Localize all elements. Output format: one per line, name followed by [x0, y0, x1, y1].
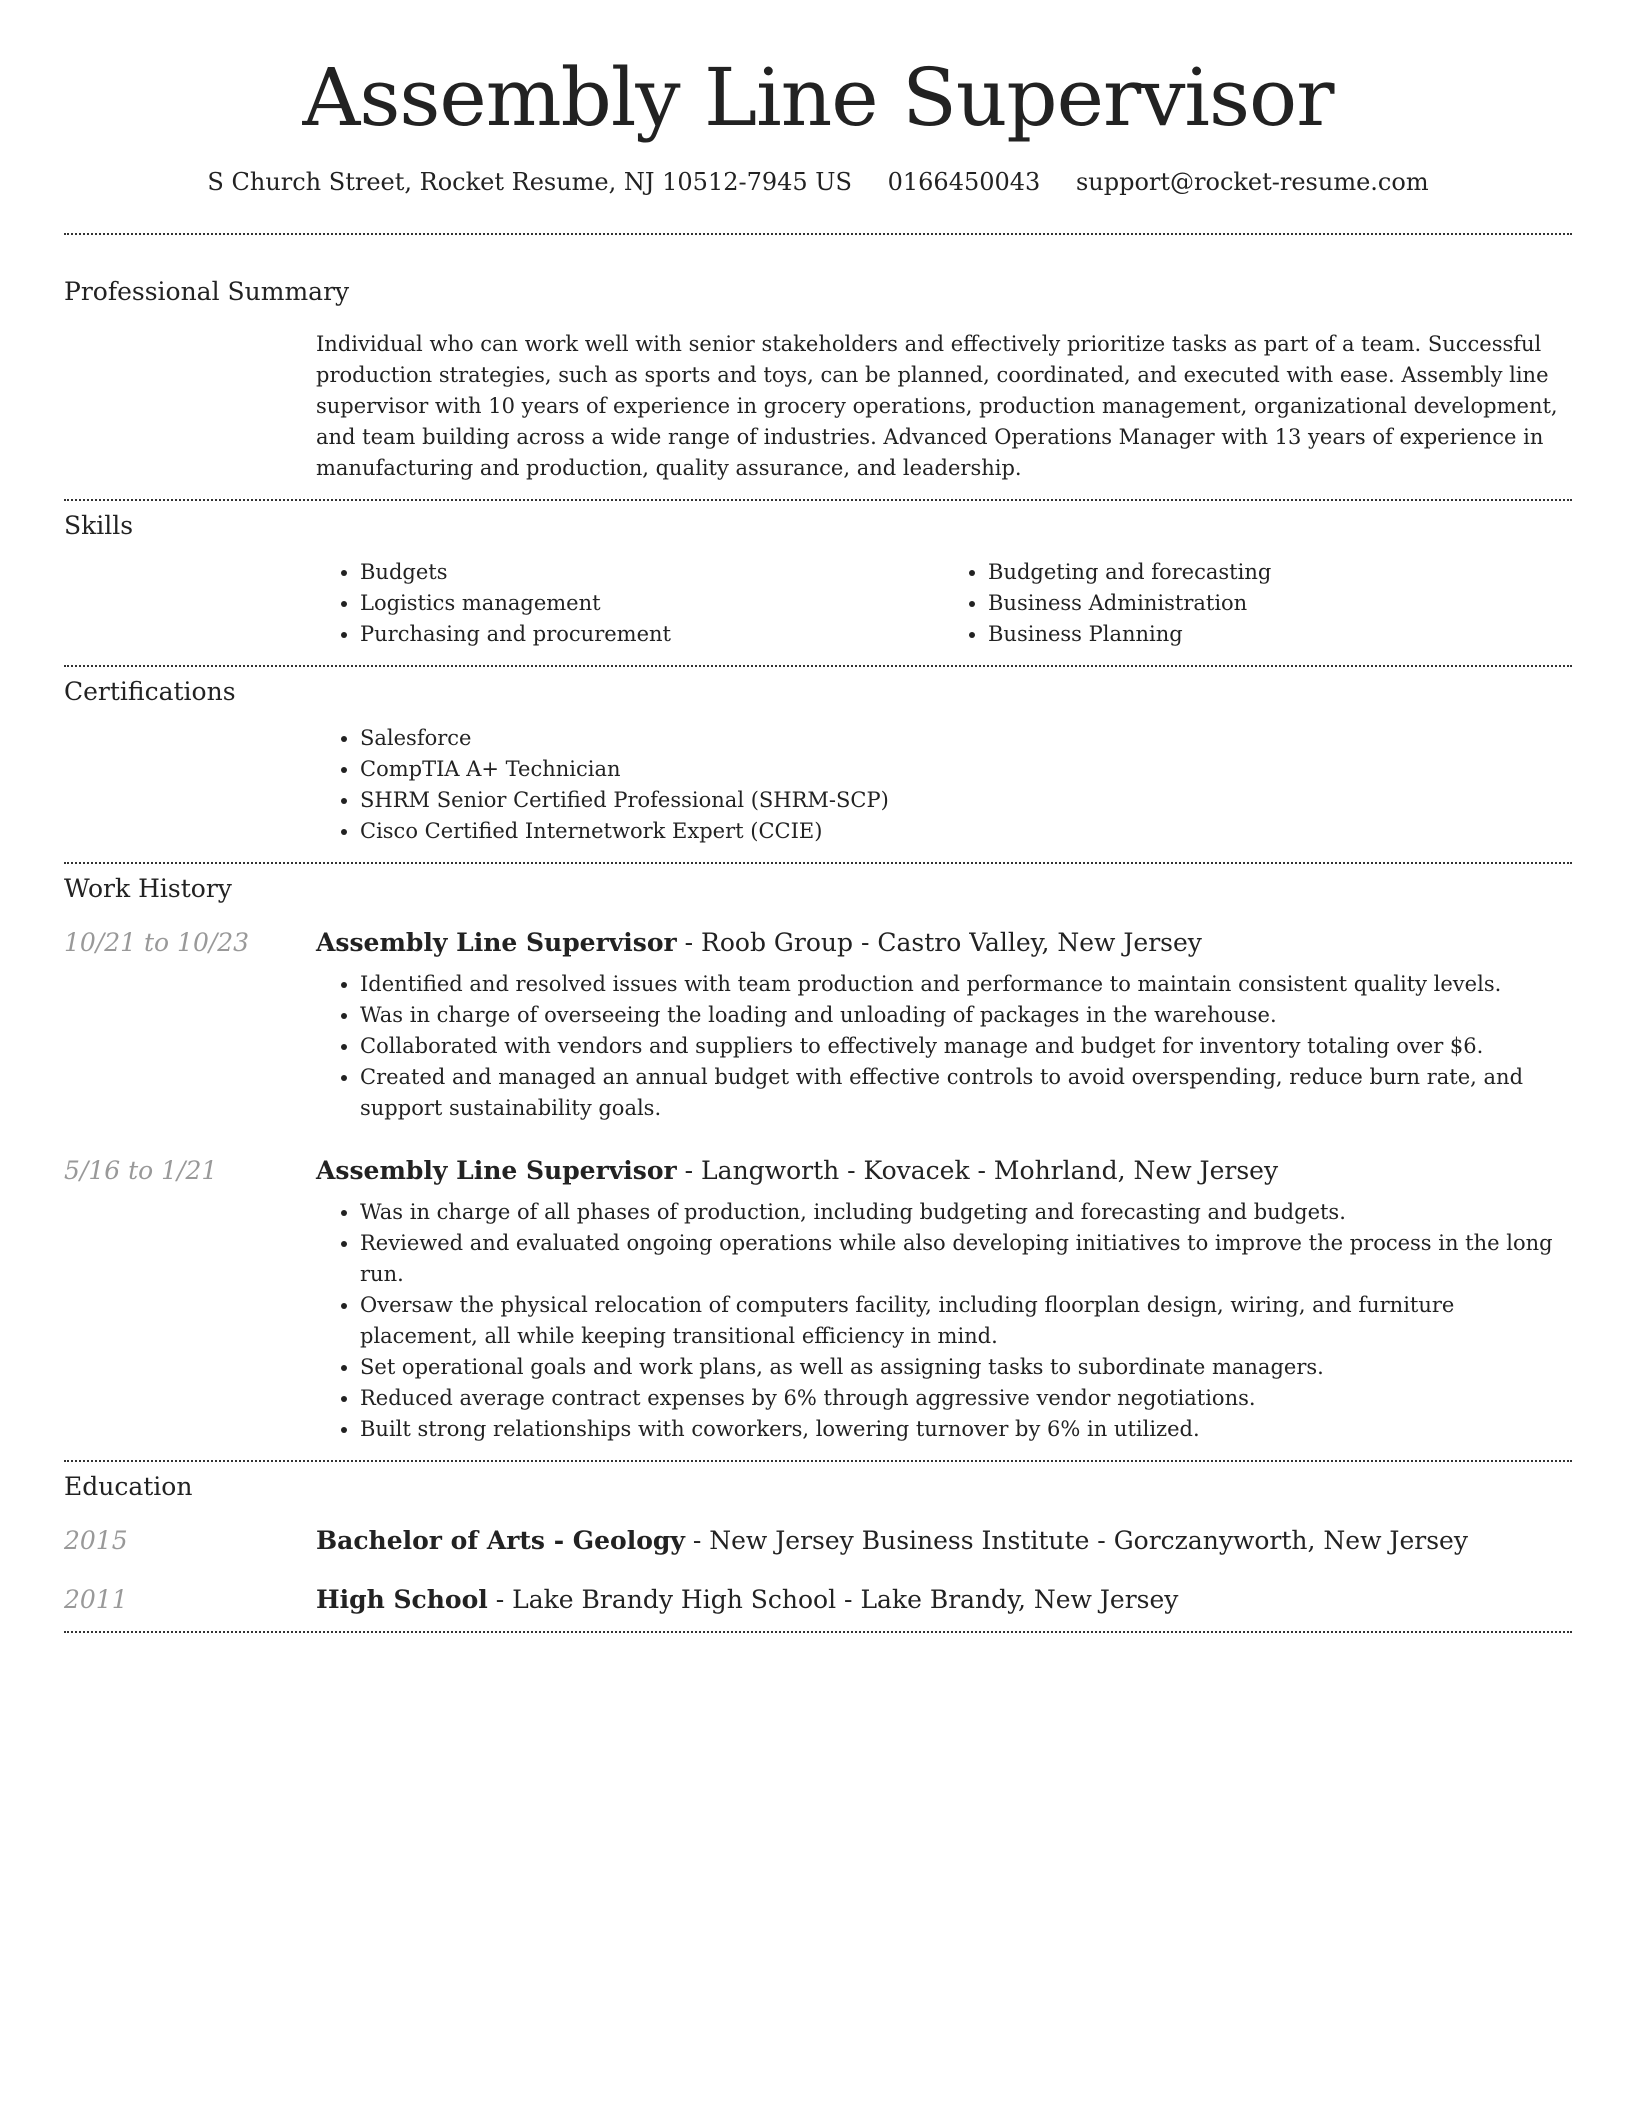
- list-item: • Business Planning: [988, 619, 1572, 650]
- list-item: • Was in charge of all phases of production, including budgeting and forecasting and budgets.: [360, 1197, 1572, 1228]
- list-item: • Oversaw the physical relocation of computers facility, including floorplan design, wiring, and furniture placement, all while keeping transitional efficiency in mind.: [360, 1290, 1572, 1352]
- certifications-list: [316, 723, 1572, 847]
- list-item: • Identified and resolved issues with team production and performance to maintain consistent quality levels.: [360, 969, 1572, 1000]
- education-title: [316, 1526, 1468, 1555]
- divider: [64, 233, 1572, 235]
- divider: [64, 665, 1572, 667]
- contact-email: support@rocket-resume.com: [1075, 168, 1429, 196]
- skills-list: [316, 557, 1572, 650]
- job-entry: [64, 1156, 1572, 1445]
- section-title-skills: Skills: [64, 511, 134, 540]
- job-role: Assembly Line Supervisor: [316, 928, 677, 957]
- section-title-work-history: Work History: [64, 874, 232, 903]
- job-bullets: [316, 1197, 1572, 1445]
- job-employer: - Langworth - Kovacek - Mohrland, New Jersey: [676, 1156, 1279, 1185]
- job-employer: - Roob Group - Castro Valley, New Jersey: [676, 928, 1202, 957]
- summary-text: Individual who can work well with senior stakeholders and effectively prioritize tasks as part of a team. Successful production strategies, such as sports and toys, can be planned, coordinated, and executed with ease. Assembly line supervisor with 10 years of experience in grocery operations, production management, organizational development, and team building across a wide range of industries. Advanced Operations Manager with 13 years of experience in manufacturing and production, quality assurance, and leadership.: [316, 332, 1558, 480]
- job-header: [64, 1156, 1572, 1185]
- education-degree: High School: [316, 1585, 488, 1614]
- skills-column-left: [316, 557, 944, 650]
- list-item: • Built strong relationships with coworkers, lowering turnover by 6% in utilized.: [360, 1414, 1572, 1445]
- contact-phone: 0166450043: [887, 168, 1041, 196]
- divider: [64, 1460, 1572, 1462]
- divider: [64, 499, 1572, 501]
- contact-address: S Church Street, Rocket Resume, NJ 10512-7945 US: [207, 168, 852, 196]
- section-title-summary: Professional Summary: [64, 277, 350, 306]
- education-entry: [64, 1526, 1572, 1555]
- job-title: [316, 1156, 1278, 1185]
- job-bullets: [316, 969, 1572, 1124]
- job-header: [64, 928, 1572, 957]
- list-item: • CompTIA A+ Technician: [360, 754, 1572, 785]
- list-item: • Salesforce: [360, 723, 1572, 754]
- candidate-name: Assembly Line Supervisor: [302, 51, 1334, 144]
- divider: [64, 862, 1572, 864]
- job-title: [316, 928, 1202, 957]
- list-item: • Budgets: [360, 557, 944, 588]
- job-dates: 5/16 to 1/21: [64, 1156, 218, 1185]
- education-year: 2011: [64, 1585, 128, 1614]
- list-item: • Was in charge of overseeing the loading and unloading of packages in the warehouse.: [360, 1000, 1572, 1031]
- list-item: • Created and managed an annual budget with effective controls to avoid overspending, reduce burn rate, and support sustainability goals.: [360, 1062, 1572, 1124]
- list-item: • Set operational goals and work plans, as well as assigning tasks to subordinate managers.: [360, 1352, 1572, 1383]
- section-title-certifications: Certifications: [64, 677, 236, 706]
- education-year: 2015: [64, 1526, 128, 1555]
- contact-line: [64, 168, 1572, 196]
- list-item: • Reviewed and evaluated ongoing operations while also developing initiatives to improve the process in the long run.: [360, 1228, 1572, 1290]
- list-item: • Budgeting and forecasting: [988, 557, 1572, 588]
- education-school: - New Jersey Business Institute - Gorczanyworth, New Jersey: [684, 1526, 1468, 1555]
- education-degree: Bachelor of Arts - Geology: [316, 1526, 685, 1555]
- resume-page: [64, 0, 1572, 1633]
- list-item: • SHRM Senior Certified Professional (SHRM-SCP): [360, 785, 1572, 816]
- list-item: • Purchasing and procurement: [360, 619, 944, 650]
- education-entry: [64, 1585, 1572, 1614]
- education-title: [316, 1585, 1178, 1614]
- skills-column-right: [944, 557, 1572, 650]
- list-item: • Logistics management: [360, 588, 944, 619]
- job-entry: [64, 928, 1572, 1124]
- job-role: Assembly Line Supervisor: [316, 1156, 677, 1185]
- job-dates: 10/21 to 10/23: [64, 928, 250, 957]
- section-title-education: Education: [64, 1472, 193, 1501]
- list-item: • Collaborated with vendors and suppliers to effectively manage and budget for inventory totaling over $6.: [360, 1031, 1572, 1062]
- list-item: • Cisco Certified Internetwork Expert (CCIE): [360, 816, 1572, 847]
- divider: [64, 1631, 1572, 1633]
- list-item: • Business Administration: [988, 588, 1572, 619]
- list-item: • Reduced average contract expenses by 6% through aggressive vendor negotiations.: [360, 1383, 1572, 1414]
- education-school: - Lake Brandy High School - Lake Brandy, New Jersey: [487, 1585, 1179, 1614]
